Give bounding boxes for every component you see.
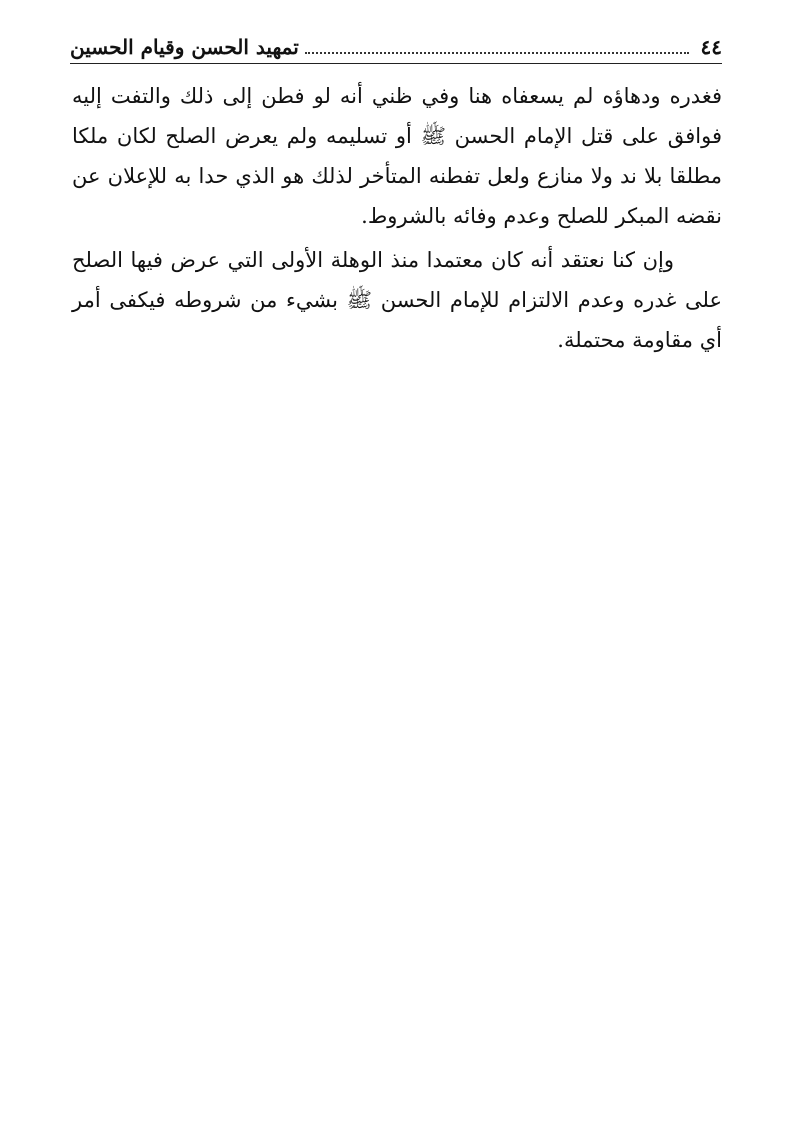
running-header [70,28,722,64]
page-number: ٤٤ [700,35,722,59]
body-text [72,76,722,364]
paragraph-2: وإن كنا نعتقد أنه كان معتمدا منذ الوهلة الأولى التي عرض فيها الصلح على غدره وعدم الالتزام للإمام الحسن ﷺ بشيء من شروطه فيكفى أمر أي مقاومة محتملة. [72,248,722,352]
header-dot-leader [305,51,689,54]
paragraph-1: فغدره ودهاؤه لم يسعفاه هنا وفي ظني أنه لو فطن إلى ذلك والتفت إليه فوافق على قتل الإمام الحسن ﷺ أو تسليمه ولم يعرض الصلح لكان ملكا مطلقا بلا ند ولا منازع ولعل تفطنه المتأخر لذلك هو الذي حدا به للإعلان عن نقضه المبكر للصلح وعدم وفائه بالشروط. [72,84,722,228]
header-title: تمهيد الحسن وقيام الحسين [70,35,299,59]
